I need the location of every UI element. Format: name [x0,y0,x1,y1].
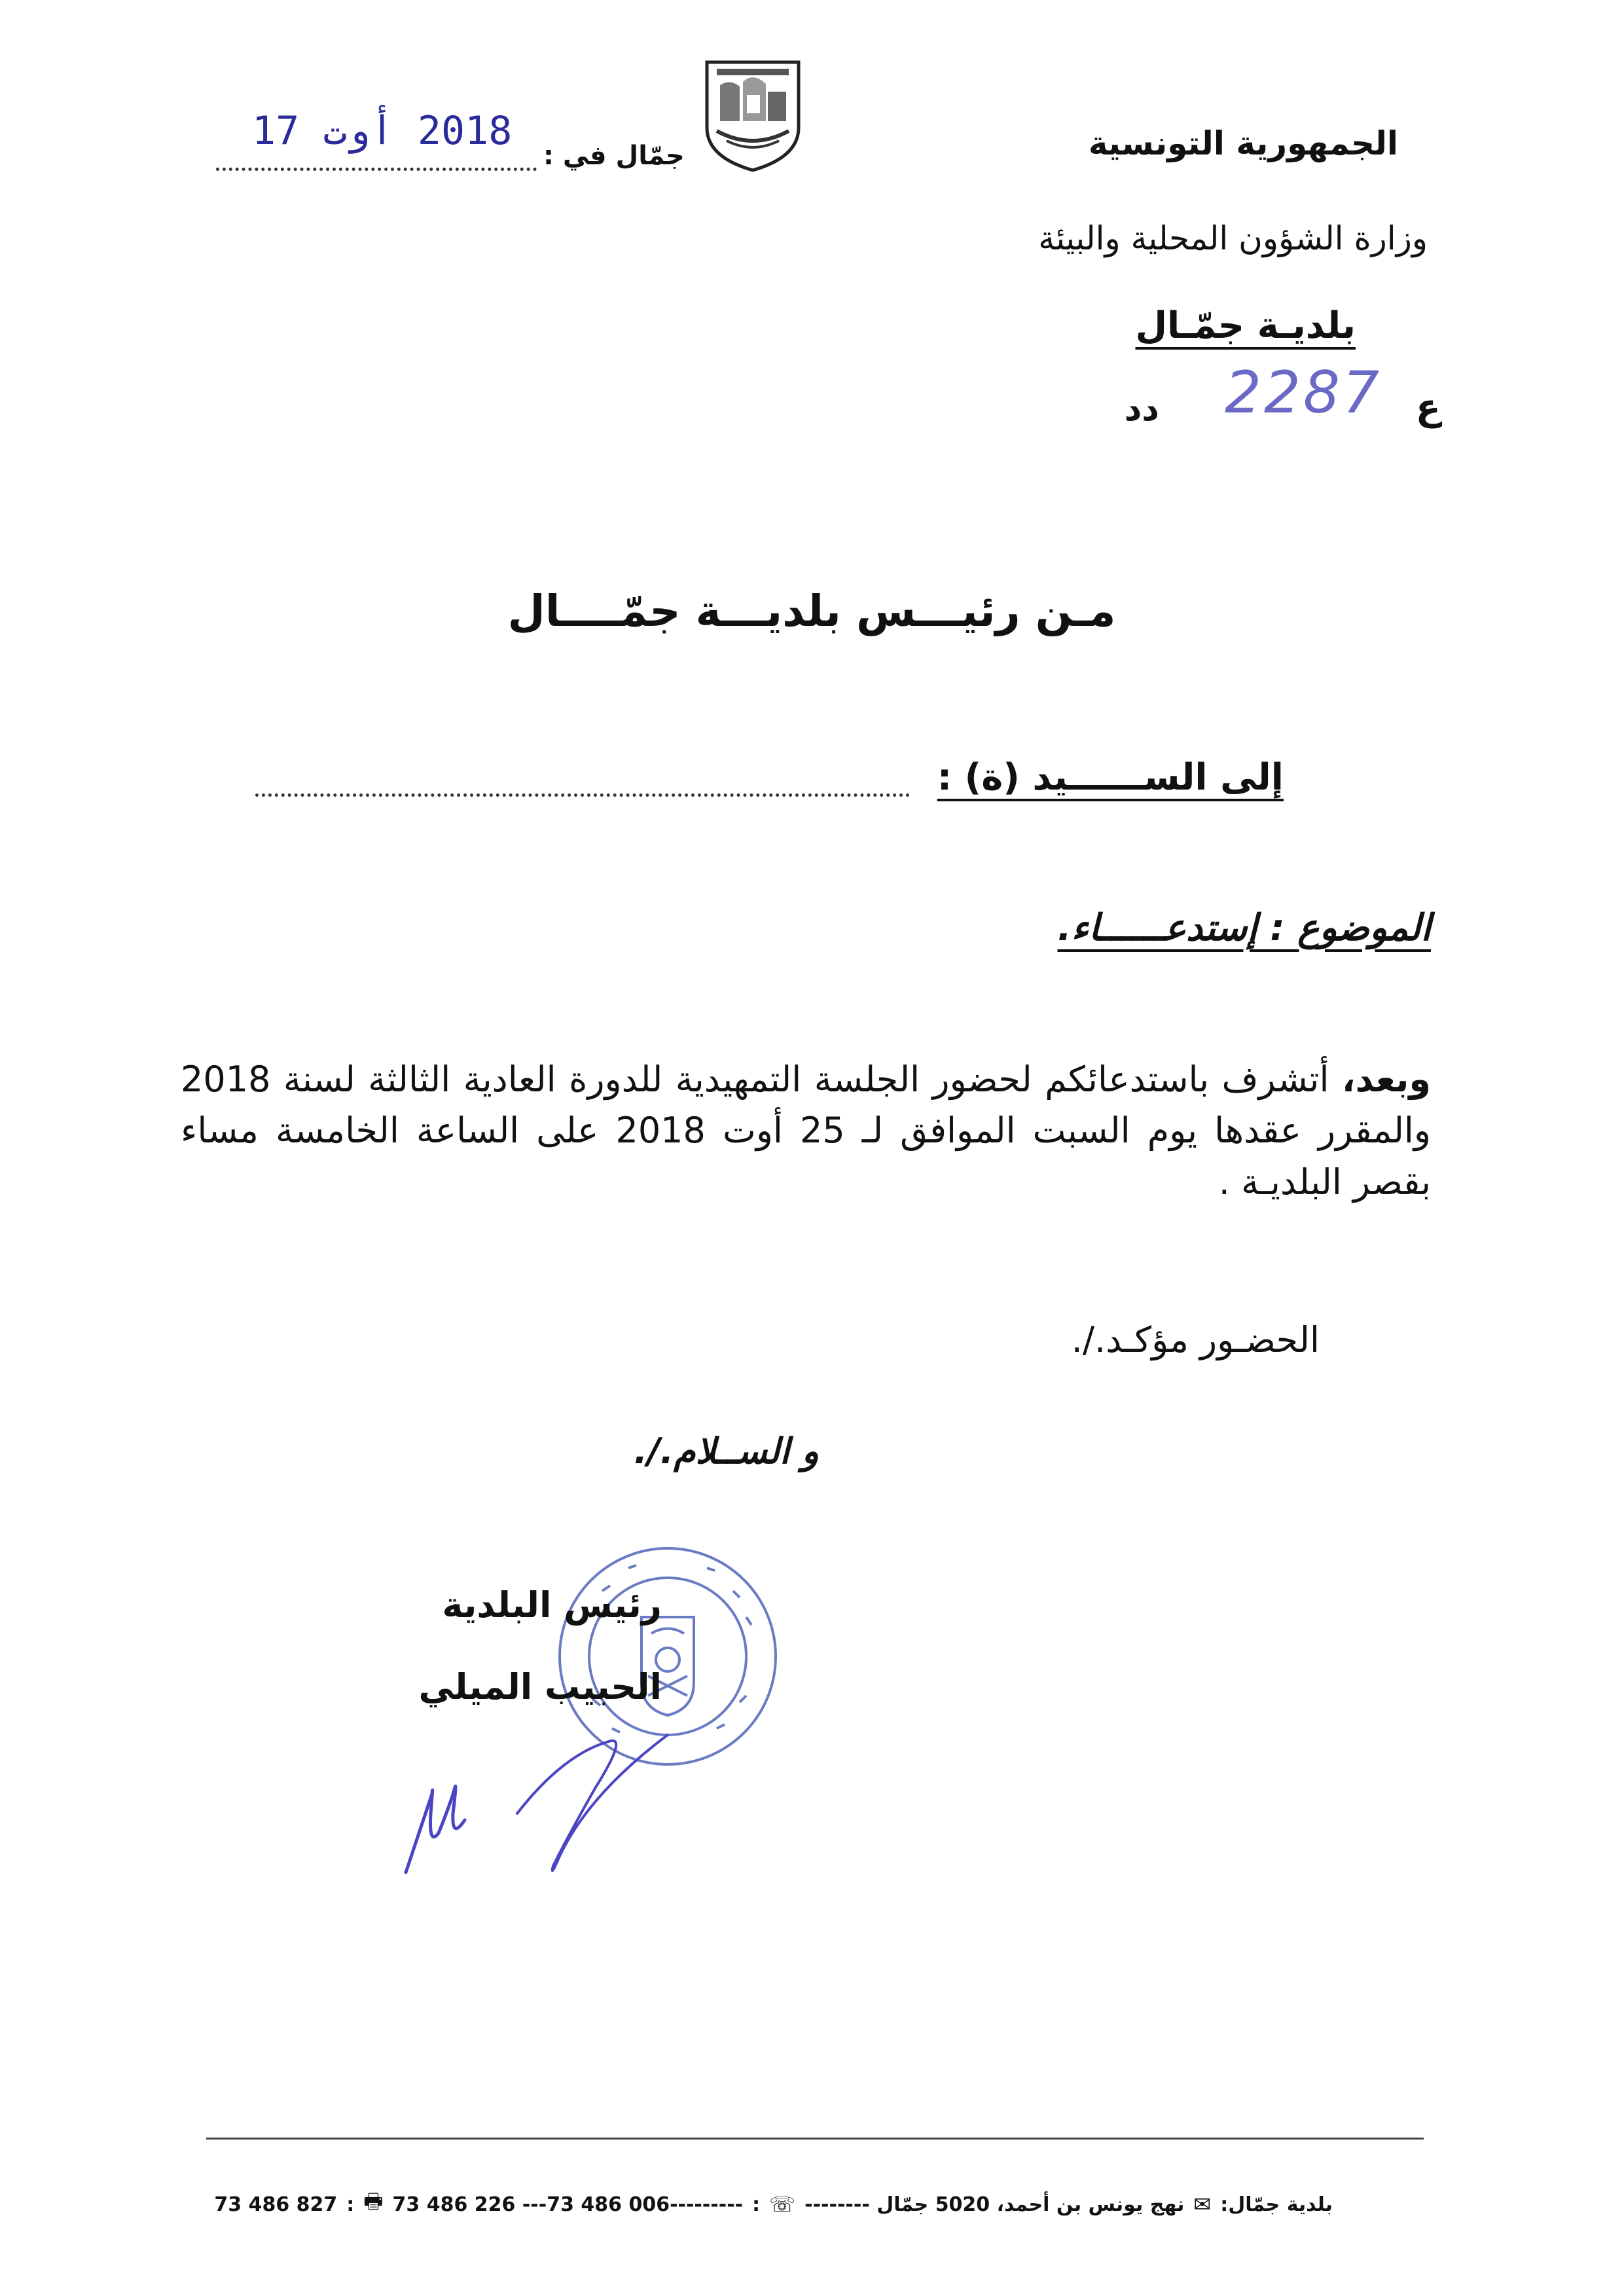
body-paragraph-text: أتشرف باستدعائكم لحضور الجلسة التمهيدية للدورة العادية الثالثة لسنة 2018 والمقرر عقدها يوم السبت الموافق لـ 25 أوت 2018 على الساعة الخامسة مساء بقصر البلديـة . [181,1059,1431,1203]
reference-label: ع [1415,386,1441,429]
date-stamp: 2018 أوت 17 [252,108,513,154]
reference-suffix: دد [1124,390,1159,429]
municipality-heading: بلديـة جمّـال [1135,304,1356,347]
body-paragraph-lead: وبعد، [1341,1059,1431,1100]
municipality-logo [704,59,802,173]
footer-municipality-label: بلدية جمّال: [1220,2193,1333,2216]
recipient-label: إلى الســــــيد (ة) : [937,756,1284,799]
footer-phone-label: : [752,2193,761,2216]
sender-line: مـن رئيـــس بلديـــة جمّــــال [507,586,1116,636]
footer-contact [214,2187,1333,2222]
fax-icon: 🖶 [363,2189,384,2214]
signer-name: الحبيب الميلي [418,1666,662,1707]
footer-fax: 73 486 827 [214,2193,338,2216]
phone-icon: ☏ [769,2192,796,2217]
handwritten-signature [393,1715,681,1879]
reference-number-handwritten: 2287 [1225,359,1382,426]
footer-address: نهج يونس بن أحمد، 5020 جمّال -------- [804,2193,1185,2216]
ministry-heading: وزارة الشؤون المحلية والبيئة [1038,219,1428,257]
body-paragraph [181,1054,1431,1208]
attendance-note: الحضـور مؤكـد./. [1071,1319,1320,1360]
footer-rule [206,2138,1424,2140]
envelope-icon: ✉ [1193,2192,1212,2217]
place-date-dotted-line [216,143,537,171]
footer-fax-label: : [346,2193,355,2216]
republic-heading: الجمهورية التونسية [1088,124,1398,162]
footer-phones: 73 486 226 ---73 486 006--------- [392,2193,744,2216]
signer-title: رئيس البلدية [442,1584,662,1626]
place-date-label: جمّال في : [543,141,685,171]
recipient-dotted-line [255,779,910,797]
subject-line: الموضوع : إستدعــــــاء. [1057,907,1431,949]
closing-salutation: و الســلام./. [634,1430,819,1472]
